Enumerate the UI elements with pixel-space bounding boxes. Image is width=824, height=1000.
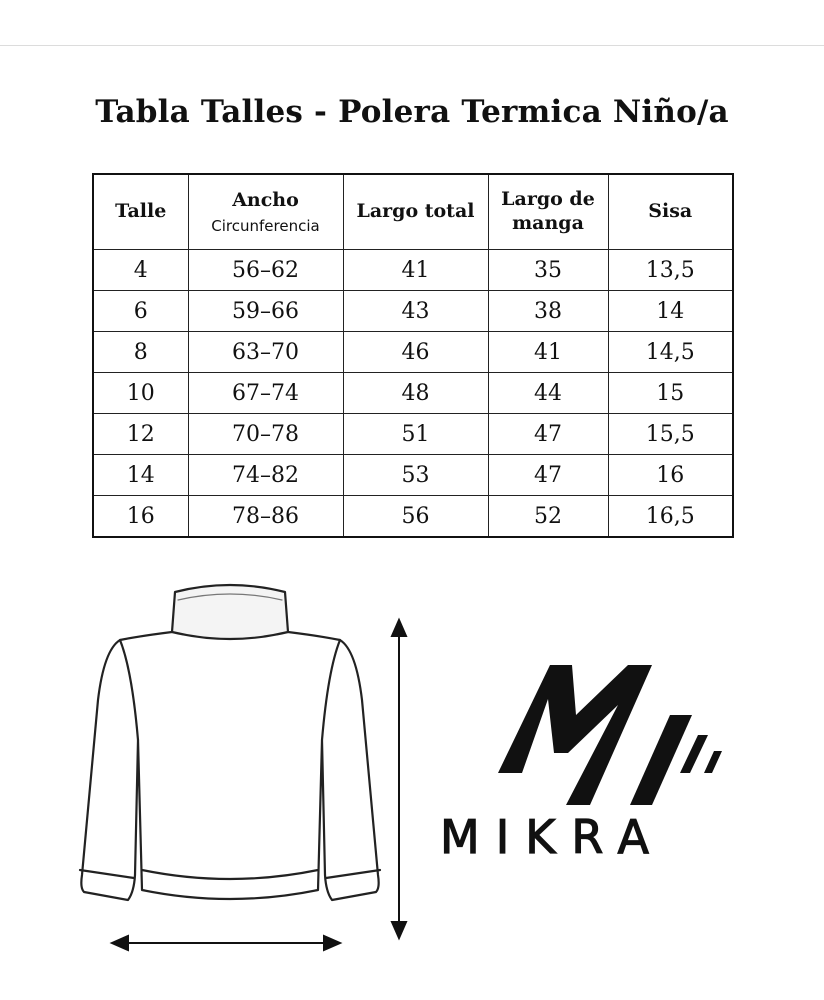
cell-largo-total: 46 [343, 332, 488, 373]
cell-talle: 10 [93, 373, 188, 414]
cell-talle: 6 [93, 291, 188, 332]
cell-largo-total: 48 [343, 373, 488, 414]
cell-sisa: 15,5 [608, 414, 733, 455]
brand-name: MIKRA [440, 810, 665, 864]
header-largo-manga: Largo de manga [488, 174, 608, 250]
table-row [93, 414, 733, 455]
header-talle: Talle [93, 174, 188, 250]
size-table [92, 173, 734, 538]
table-row [93, 291, 733, 332]
vertical-double-arrow-icon [392, 620, 406, 938]
cell-talle: 8 [93, 332, 188, 373]
cell-sisa: 13,5 [608, 250, 733, 291]
horizontal-double-arrow-icon [112, 936, 340, 950]
cell-largo-total: 41 [343, 250, 488, 291]
cell-talle: 4 [93, 250, 188, 291]
table-row [93, 496, 733, 538]
mikra-mountain-logo-icon [440, 655, 760, 805]
cell-largo-manga: 47 [488, 414, 608, 455]
cell-ancho: 56–62 [188, 250, 343, 291]
cell-largo-manga: 52 [488, 496, 608, 538]
cell-largo-manga: 41 [488, 332, 608, 373]
cell-ancho: 59–66 [188, 291, 343, 332]
top-divider [0, 45, 824, 46]
cell-sisa: 15 [608, 373, 733, 414]
cell-largo-manga: 38 [488, 291, 608, 332]
cell-talle: 12 [93, 414, 188, 455]
turtleneck-shirt-icon [60, 570, 430, 970]
cell-sisa: 16 [608, 455, 733, 496]
cell-ancho: 70–78 [188, 414, 343, 455]
table-header-row [93, 174, 733, 250]
cell-largo-manga: 47 [488, 455, 608, 496]
cell-ancho: 67–74 [188, 373, 343, 414]
cell-talle: 16 [93, 496, 188, 538]
cell-sisa: 14,5 [608, 332, 733, 373]
header-sisa: Sisa [608, 174, 733, 250]
cell-ancho: 63–70 [188, 332, 343, 373]
header-ancho-sub: Circunferencia [211, 216, 320, 235]
header-largo-total: Largo total [343, 174, 488, 250]
header-ancho: Ancho Circunferencia [188, 174, 343, 250]
cell-largo-manga: 35 [488, 250, 608, 291]
table-row [93, 455, 733, 496]
cell-largo-manga: 44 [488, 373, 608, 414]
page-title: Tabla Talles - Polera Termica Niño/a [95, 94, 729, 130]
table-row [93, 332, 733, 373]
cell-sisa: 14 [608, 291, 733, 332]
cell-talle: 14 [93, 455, 188, 496]
cell-largo-total: 43 [343, 291, 488, 332]
cell-largo-total: 51 [343, 414, 488, 455]
table-row [93, 250, 733, 291]
cell-ancho: 74–82 [188, 455, 343, 496]
table-row [93, 373, 733, 414]
cell-sisa: 16,5 [608, 496, 733, 538]
cell-largo-total: 56 [343, 496, 488, 538]
cell-largo-total: 53 [343, 455, 488, 496]
cell-ancho: 78–86 [188, 496, 343, 538]
